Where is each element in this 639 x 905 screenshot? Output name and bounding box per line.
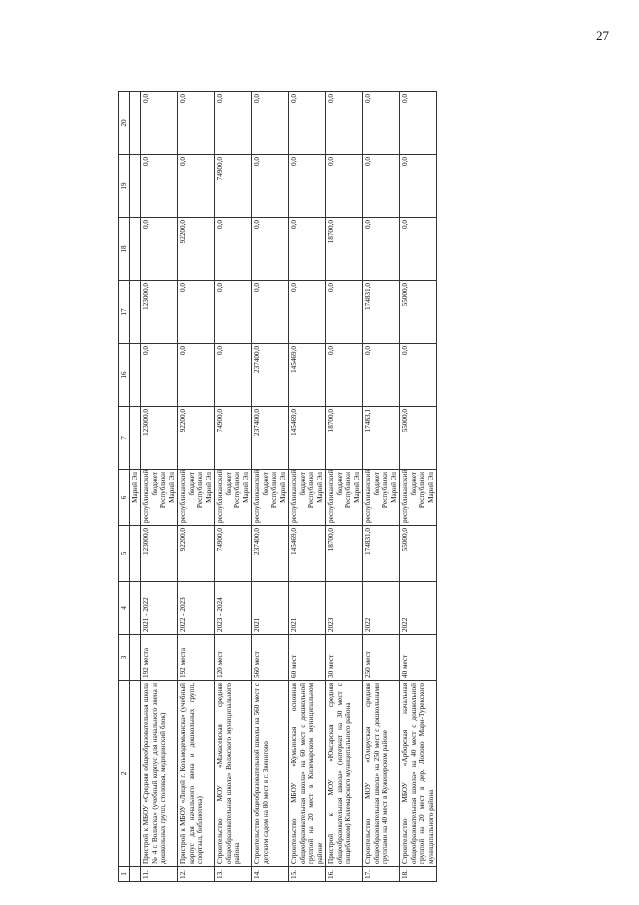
header-col-7: 7	[119, 407, 130, 470]
amount-col-19: 0,0	[400, 155, 437, 218]
period: 2022 - 2023	[178, 582, 215, 635]
amount-col-16: 0,0	[400, 344, 437, 407]
budget-source: республиканский бюджет Республики Марий Эл	[178, 470, 215, 526]
total-amount: 92200,0	[178, 407, 215, 470]
amount-col-18: 0,0	[215, 218, 252, 281]
capacity: 60 мест	[289, 635, 326, 681]
capacity: 560 мест	[252, 635, 289, 681]
budget-source: республиканский бюджет Республики Марий Эл	[326, 470, 363, 526]
amount-col-17: 0,0	[326, 281, 363, 344]
row-number: 14.	[252, 867, 289, 882]
amount-col-20: 0,0	[141, 92, 178, 155]
amount-col-20: 0,0	[178, 92, 215, 155]
total-amount: 74900,0	[215, 407, 252, 470]
amount-col-16: 0,0	[141, 344, 178, 407]
budget-source: республиканский бюджет Республики Марий Эл	[141, 470, 178, 526]
row-number: 11.	[141, 867, 178, 882]
header-col-16: 16	[119, 344, 130, 407]
header-col-1: 1	[119, 867, 130, 882]
amount-col-16: 237400,0	[252, 344, 289, 407]
budget-source: республиканский бюджет Республики Марий Эл	[252, 470, 289, 526]
project-name: Пристрой к МБОУ «Лицей г. Козьмодемьянска» (учебный корпус для начального звена и дошкольных групп, спортзал, библиотека)	[178, 681, 215, 867]
amount-col-17: 0,0	[215, 281, 252, 344]
row-number: 17.	[363, 867, 400, 882]
budget-source: республиканский бюджет Республики Марий Эл	[363, 470, 400, 526]
total-amount: 18700,0	[326, 407, 363, 470]
project-name: Пристрой к МОУ «Юксарская средняя общеобразовательная школа» (интернат на 30 мест с пищеблоком) Килемарского муниципального района	[326, 681, 363, 867]
estimated-cost: 18700,0	[326, 526, 363, 582]
total-amount: 17483,1	[363, 407, 400, 470]
project-name: Строительство МБОУ «Арборская начальная общеобразовательная школа» на 40 мест с дошкольной группой на 20 мест в дер. Лопово Мари-Турекского муниципального района	[400, 681, 437, 867]
period: 2023	[326, 582, 363, 635]
amount-col-17: 174831,0	[363, 281, 400, 344]
capacity: 120 мест	[215, 635, 252, 681]
amount-col-19: 0,0	[141, 155, 178, 218]
amount-col-16: 0,0	[215, 344, 252, 407]
estimated-cost: 145469,0	[289, 526, 326, 582]
header-col-20: 20	[119, 92, 130, 155]
period: 2022	[363, 582, 400, 635]
table-body	[130, 92, 437, 882]
period: 2023 - 2024	[215, 582, 252, 635]
funding-table	[118, 91, 437, 882]
capacity: 30 мест	[326, 635, 363, 681]
estimated-cost: 92200,0	[178, 526, 215, 582]
amount-col-20: 0,0	[289, 92, 326, 155]
amount-col-17: 0,0	[178, 281, 215, 344]
estimated-cost: 123000,0	[141, 526, 178, 582]
budget-source: республиканский бюджет Республики Марий Эл	[289, 470, 326, 526]
amount-col-16: 0,0	[326, 344, 363, 407]
continuation-row	[130, 92, 141, 882]
amount-col-17: 123000,0	[141, 281, 178, 344]
table-row	[326, 92, 363, 882]
estimated-cost: 55000,0	[400, 526, 437, 582]
row-number: 12.	[178, 867, 215, 882]
header-col-4: 4	[119, 582, 130, 635]
row-number: 16.	[326, 867, 363, 882]
page-number: 27	[596, 28, 609, 43]
program-table-sheet	[118, 94, 608, 882]
capacity: 250 мест	[363, 635, 400, 681]
amount-col-19: 74900,0	[215, 155, 252, 218]
period: 2021	[252, 582, 289, 635]
capacity: 40 мест	[400, 635, 437, 681]
row-number: 18.	[400, 867, 437, 882]
header-col-17: 17	[119, 281, 130, 344]
amount-col-20: 0,0	[215, 92, 252, 155]
period: 2021 - 2022	[141, 582, 178, 635]
amount-col-18: 18700,0	[326, 218, 363, 281]
header-col-18: 18	[119, 218, 130, 281]
period: 2022	[400, 582, 437, 635]
header-col-2: 2	[119, 681, 130, 867]
project-name: Пристрой к МБОУ «Средняя общеобразовательная школа № 4 г. Волжска» (учебный корпус для начального звена и дошкольных групп, столовая, медицинский блок)	[141, 681, 178, 867]
row-number: 15.	[289, 867, 326, 882]
project-name: Строительство общеобразовательной школы на 560 мест с детским садом на 80 мест в г. Звенигово	[252, 681, 289, 867]
project-name: Строительство МОУ «Олоруская средняя общеобразовательная школа» на 250 мест с дошкольными группами на 40 мест в Куженерском районе	[363, 681, 400, 867]
amount-col-16: 0,0	[178, 344, 215, 407]
header-col-3: 3	[119, 635, 130, 681]
amount-col-19: 0,0	[363, 155, 400, 218]
total-amount: 55000,0	[400, 407, 437, 470]
amount-col-18: 0,0	[363, 218, 400, 281]
capacity: 192 места	[178, 635, 215, 681]
table-row	[363, 92, 400, 882]
project-name: Строительство МОУ «Мамасевская средняя общеобразовательная школа» Волжского муниципального района	[215, 681, 252, 867]
table-row	[289, 92, 326, 882]
amount-col-17: 0,0	[252, 281, 289, 344]
estimated-cost: 174831,0	[363, 526, 400, 582]
amount-col-16: 0,0	[363, 344, 400, 407]
amount-col-19: 0,0	[289, 155, 326, 218]
budget-source: республиканский бюджет Республики Марий Эл	[400, 470, 437, 526]
amount-col-19: 0,0	[178, 155, 215, 218]
amount-col-19: 0,0	[326, 155, 363, 218]
amount-col-16: 145469,0	[289, 344, 326, 407]
amount-col-20: 0,0	[252, 92, 289, 155]
amount-col-18: 0,0	[400, 218, 437, 281]
project-name: Строительство МБОУ «Кумьинская основная общеобразовательная школа» на 60 мест с дошкольной группой на 20 мест в Килемарском муниципальном районе	[289, 681, 326, 867]
amount-col-18: 0,0	[252, 218, 289, 281]
amount-col-20: 0,0	[326, 92, 363, 155]
table-row	[141, 92, 178, 882]
continuation-budget: Марий Эл	[130, 470, 141, 526]
header-row	[119, 92, 130, 882]
header-col-6: 6	[119, 470, 130, 526]
row-number: 13.	[215, 867, 252, 882]
table-row	[215, 92, 252, 882]
total-amount: 237400,0	[252, 407, 289, 470]
table-row	[400, 92, 437, 882]
amount-col-20: 0,0	[400, 92, 437, 155]
total-amount: 145469,0	[289, 407, 326, 470]
estimated-cost: 74900,0	[215, 526, 252, 582]
header-col-19: 19	[119, 155, 130, 218]
amount-col-17: 0,0	[289, 281, 326, 344]
estimated-cost: 237400,0	[252, 526, 289, 582]
amount-col-18: 0,0	[289, 218, 326, 281]
amount-col-17: 55000,0	[400, 281, 437, 344]
amount-col-18: 92200,0	[178, 218, 215, 281]
capacity: 192 места	[141, 635, 178, 681]
period: 2021	[289, 582, 326, 635]
table-row	[252, 92, 289, 882]
amount-col-18: 0,0	[141, 218, 178, 281]
amount-col-20: 0,0	[363, 92, 400, 155]
table-row	[178, 92, 215, 882]
header-col-5: 5	[119, 526, 130, 582]
amount-col-19: 0,0	[252, 155, 289, 218]
total-amount: 123000,0	[141, 407, 178, 470]
budget-source: республиканский бюджет Республики Марий Эл	[215, 470, 252, 526]
